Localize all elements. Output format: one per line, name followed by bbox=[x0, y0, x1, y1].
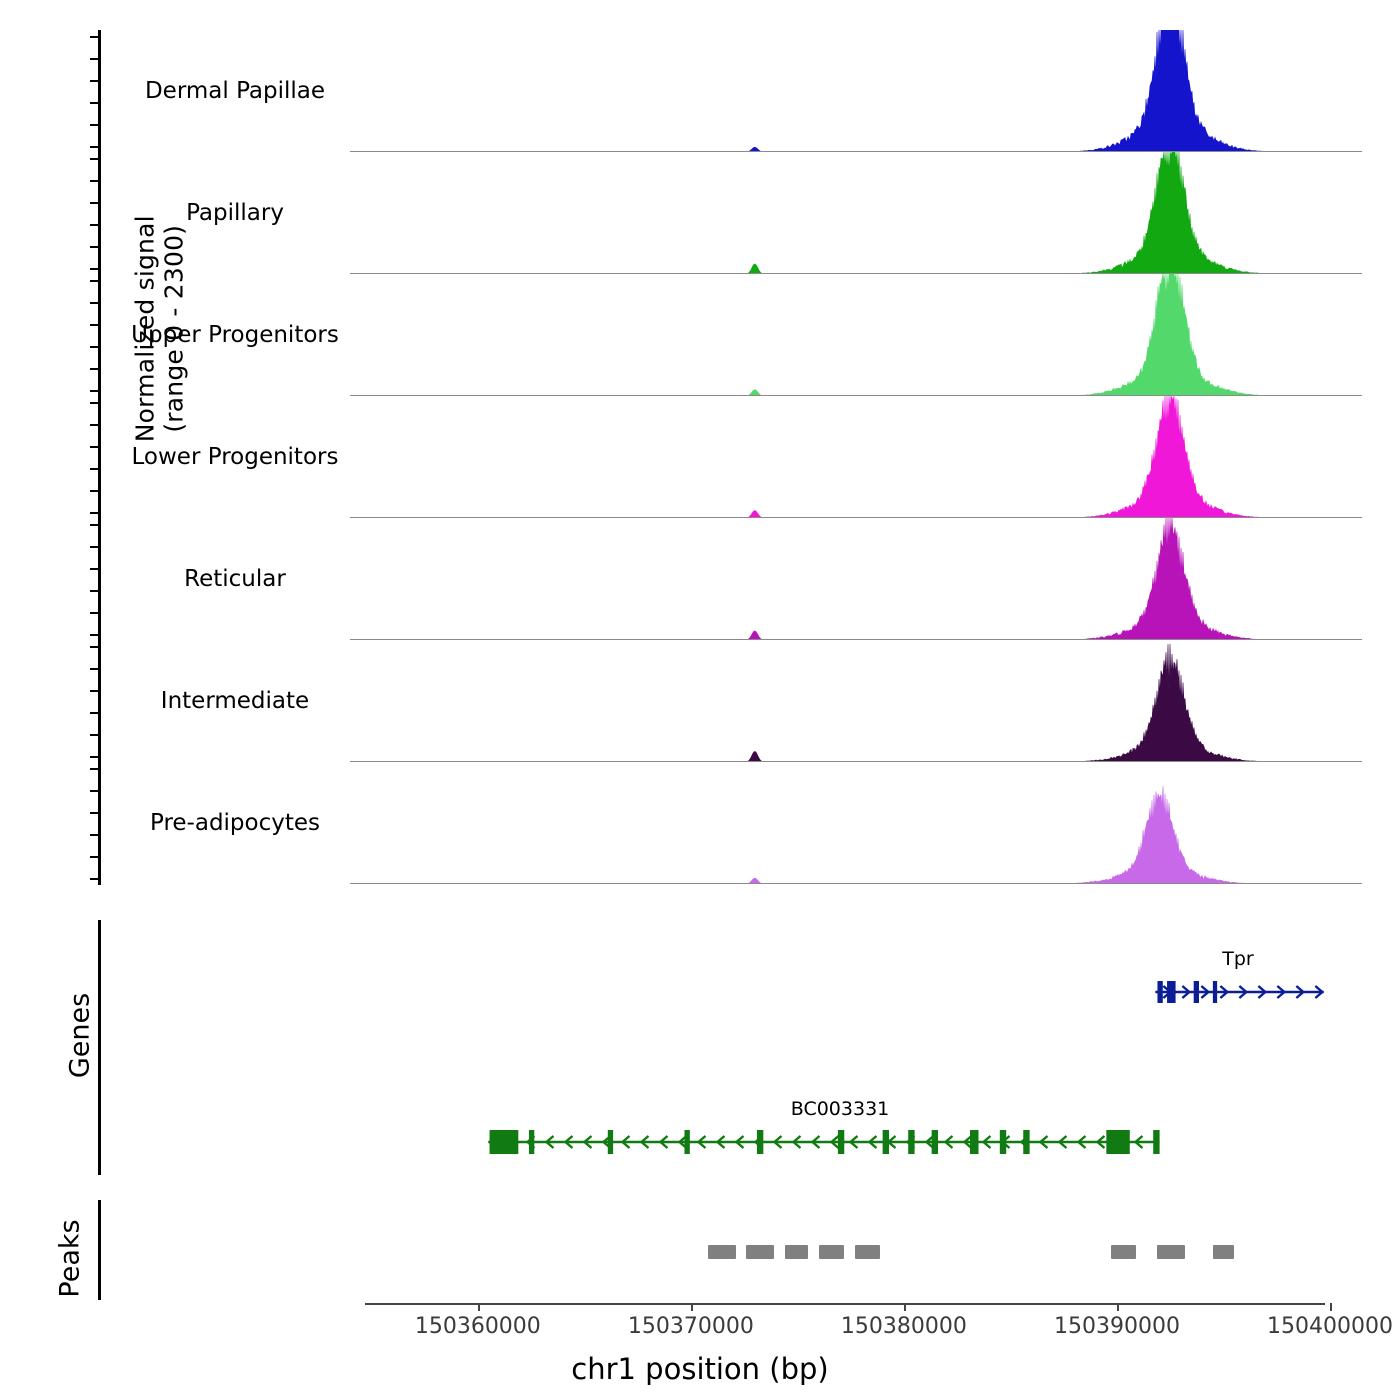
track-signal-area bbox=[350, 396, 1362, 518]
track-label-intermediate: Intermediate bbox=[160, 688, 310, 714]
gene-exon bbox=[1167, 981, 1176, 1003]
signal-axis-label-line1: Normalized signal bbox=[130, 215, 160, 443]
x-axis-tick-label: 150400000 bbox=[1267, 1314, 1394, 1339]
x-axis-tick-label: 150380000 bbox=[840, 1314, 967, 1339]
peaks-axis-label: Peaks bbox=[54, 1219, 86, 1298]
genes-axis-label: Genes bbox=[64, 992, 96, 1079]
track-baseline bbox=[350, 883, 1362, 884]
x-axis-tick-label: 150370000 bbox=[627, 1314, 754, 1339]
peak-block bbox=[708, 1245, 736, 1259]
gene-exon bbox=[684, 1130, 689, 1154]
gene-exon bbox=[838, 1130, 844, 1154]
track-signal-area bbox=[350, 640, 1362, 762]
x-axis-tick bbox=[691, 1303, 693, 1311]
gene-exon bbox=[1153, 1130, 1159, 1154]
genes-axis-spine bbox=[98, 920, 101, 1175]
genes-track bbox=[350, 920, 1362, 1180]
x-axis-tick-label: 150360000 bbox=[414, 1314, 541, 1339]
signal-track-row bbox=[0, 518, 1400, 640]
track-label-pre-adipocytes: Pre-adipocytes bbox=[149, 810, 321, 836]
track-signal-area bbox=[350, 518, 1362, 640]
gene-exon bbox=[608, 1130, 613, 1154]
gene-exon bbox=[1194, 981, 1199, 1003]
x-axis-tick bbox=[478, 1303, 480, 1311]
track-label-papillary: Papillary bbox=[186, 200, 284, 226]
track-signal-area bbox=[350, 152, 1362, 274]
gene-exon bbox=[932, 1130, 938, 1154]
track-label-upper-progenitors: Upper Progenitors bbox=[131, 322, 339, 348]
signal-track-row bbox=[0, 396, 1400, 518]
x-axis-tick bbox=[1330, 1303, 1332, 1311]
gene-exon bbox=[908, 1130, 914, 1154]
gene-exon bbox=[490, 1130, 519, 1154]
peak-block bbox=[819, 1245, 845, 1259]
peaks-axis-spine bbox=[98, 1200, 101, 1300]
track-label-dermal-papillae: Dermal Papillae bbox=[144, 78, 326, 104]
peaks-track bbox=[350, 1230, 1362, 1280]
signal-track-row bbox=[0, 762, 1400, 884]
track-signal-svg bbox=[350, 152, 1362, 274]
x-axis-tick bbox=[904, 1303, 906, 1311]
gene-label-tpr: Tpr bbox=[1222, 948, 1254, 970]
track-label-lower-progenitors: Lower Progenitors bbox=[131, 444, 339, 470]
track-signal-area bbox=[350, 30, 1362, 152]
peak-block bbox=[855, 1245, 881, 1259]
gene-exon bbox=[883, 1130, 889, 1154]
x-axis-title: chr1 position (bp) bbox=[571, 1352, 829, 1386]
gene-exon bbox=[757, 1130, 763, 1154]
gene-exon bbox=[1157, 981, 1162, 1003]
track-signal-area bbox=[350, 762, 1362, 884]
gene-exon bbox=[529, 1130, 534, 1154]
gene-label-bc003331: BC003331 bbox=[790, 1098, 890, 1120]
peak-block bbox=[785, 1245, 808, 1259]
track-signal-svg bbox=[350, 274, 1362, 396]
gene-exon bbox=[1213, 981, 1217, 1003]
peak-block bbox=[746, 1245, 774, 1259]
x-axis-tick-label: 150390000 bbox=[1053, 1314, 1180, 1339]
gene-exon bbox=[1106, 1130, 1129, 1154]
track-signal-svg bbox=[350, 640, 1362, 762]
track-signal-svg bbox=[350, 762, 1362, 884]
track-label-reticular: Reticular bbox=[184, 566, 286, 592]
track-signal-svg bbox=[350, 30, 1362, 152]
track-signal-svg bbox=[350, 396, 1362, 518]
gene-exon bbox=[1023, 1130, 1029, 1154]
peak-block bbox=[1111, 1245, 1137, 1259]
signal-axis-label-line2: (range 0 - 2300) bbox=[159, 224, 188, 433]
track-signal-area bbox=[350, 274, 1362, 396]
peak-block bbox=[1213, 1245, 1234, 1259]
signal-track-row bbox=[0, 640, 1400, 762]
signal-track-row bbox=[0, 152, 1400, 274]
signal-track-row bbox=[0, 274, 1400, 396]
signal-track-row bbox=[0, 30, 1400, 152]
peak-block bbox=[1157, 1245, 1185, 1259]
x-axis-line bbox=[365, 1303, 1325, 1305]
gene-exon bbox=[970, 1130, 979, 1154]
track-signal-svg bbox=[350, 518, 1362, 640]
x-axis-tick bbox=[1117, 1303, 1119, 1311]
gene-exon bbox=[1000, 1130, 1006, 1154]
